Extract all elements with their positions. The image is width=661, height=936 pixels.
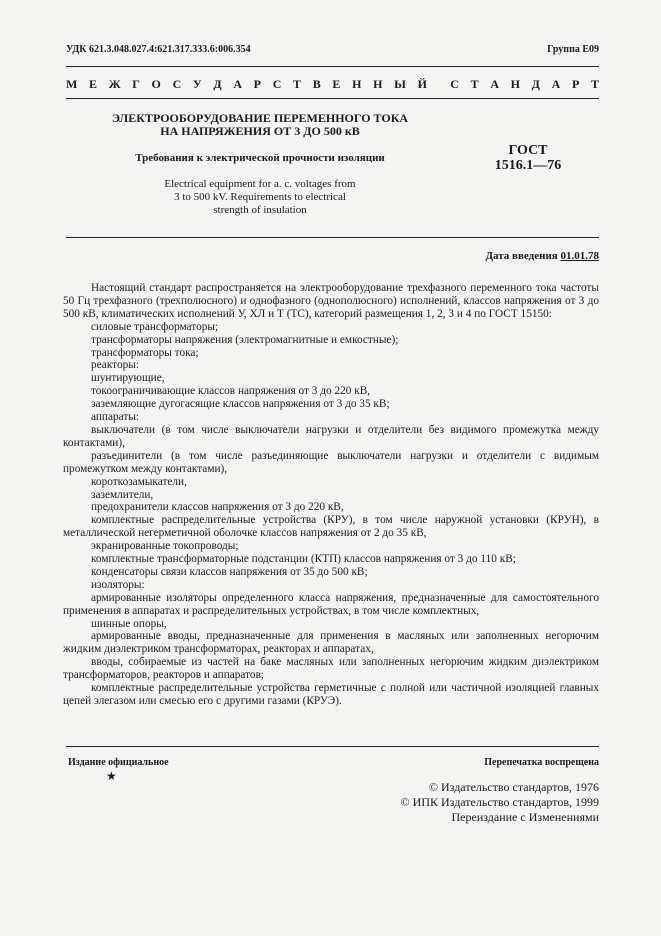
heading-letter: У (192, 77, 202, 91)
list-item: шинные опоры, (91, 617, 167, 630)
heading-letter: Ж (108, 77, 121, 91)
heading-letter: Т (293, 77, 302, 91)
heading-letter: Т (590, 77, 599, 91)
list-item: изоляторы: (91, 578, 145, 591)
group-code: Группа Е09 (547, 44, 599, 55)
copyright-line: © ИПК Издательство стандартов, 1999 (400, 795, 599, 809)
english-title-line: Electrical equipment for a. c. voltages from (164, 178, 356, 190)
list-item: армированные изоляторы определенного класса напряжения, предназначенные для самостоятельного применения в аппаратах и распределительных устройствах, в том числе комплектных, (63, 591, 599, 617)
list-item: вводы, собираемые из частей на баке масляных или заполненных негорючим жидким диэлектриком трансформаторов, реакторов и аппаратов; (63, 656, 599, 682)
footer-rule (66, 746, 599, 747)
heading-letter: Р (571, 77, 580, 91)
heading-letter: А (490, 77, 499, 91)
heading-letter: Т (470, 77, 479, 91)
introduction-date (485, 250, 599, 262)
gost-number (488, 143, 568, 173)
list-item: комплектные распределительные устройства (КРУ), в том числе наружной установки (КРУН), в металлической негерметичной оболочке классов напряжения от 2 до 35 кВ, (63, 514, 599, 540)
heading-rule (66, 98, 599, 99)
top-rule (66, 66, 599, 67)
list-item: конденсаторы связи классов напряжения от 35 до 500 кВ; (91, 565, 368, 578)
heading-letter: В (312, 77, 321, 91)
official-edition-label: Издание официальное (68, 757, 169, 768)
english-title-line: strength of insulation (213, 204, 307, 216)
gost-code: 1516.1—76 (494, 158, 562, 173)
list-item: разъединители (в том числе разъединяющие выключатели нагрузки и отделители с видимым промежутком между контактами), (63, 449, 599, 475)
list-item: комплектные трансформаторные подстанции (КТП) классов напряжения от 3 до 110 кВ; (91, 553, 516, 566)
english-title-line: 3 to 500 kV. Requirements to electrical (174, 191, 346, 203)
heading-letter: М (66, 77, 78, 91)
heading-letter: Е (332, 77, 341, 91)
list-item: силовые трансформаторы; (91, 320, 219, 333)
heading-letter: О (151, 77, 161, 91)
star-icon: ★ (106, 769, 117, 783)
title-rule (66, 237, 599, 238)
heading-letter: Н (352, 77, 362, 91)
list-item: предохранители классов напряжения от 3 до 220 кВ, (91, 501, 344, 514)
list-item: шунтирующие, (91, 372, 165, 385)
list-item: токоограничивающие классов напряжения от 3 до 220 кВ, (91, 385, 371, 398)
list-item: экранированные токопроводы; (91, 540, 239, 553)
document-title (100, 112, 420, 138)
list-item: заземлители, (91, 488, 154, 501)
list-item: армированные вводы, предназначенные для применения в масляных или заполненных негорючим жидким диэлектриком трансформаторах, реакторах и аппаратах, (63, 630, 599, 656)
reissue-note: Переиздание с Изменениями (451, 810, 599, 824)
list-item: комплектные распределительные устройства герметичные с полной или частичной изоляцией главных цепей элегазом или смесью его с другими газами (КРУЭ). (63, 682, 599, 707)
list-item: выключатели (в том числе выключатели нагрузки и отделители без видимого промежутка между контактами), (63, 423, 599, 449)
title-line: ЭЛЕКТРООБОРУДОВАНИЕ ПЕРЕМЕННОГО ТОКА (111, 111, 409, 125)
date-label: Дата введения (485, 250, 558, 262)
english-title (140, 178, 380, 217)
copyright-line: © Издательство стандартов, 1976 (428, 780, 599, 794)
document-body (63, 282, 599, 708)
document-subtitle: Требования к электрической прочности изоляции (135, 152, 385, 164)
list-item: трансформаторы напряжения (электромагнитные и емкостные); (91, 333, 399, 346)
list-item: короткозамыкатели, (91, 475, 187, 488)
copyright-block (401, 780, 599, 825)
list-item: трансформаторы тока; (91, 346, 199, 359)
heading-letter: Е (89, 77, 98, 91)
title-line: НА НАПРЯЖЕНИЯ ОТ 3 ДО 500 кВ (160, 124, 360, 138)
heading-letter: Й (417, 77, 427, 91)
heading-letter: Р (253, 77, 262, 91)
list-item: аппараты: (91, 411, 140, 424)
heading-letter: Г (132, 77, 140, 91)
list-item: реакторы: (91, 359, 139, 372)
heading-letter: С (172, 77, 182, 91)
date-value: 01.01.78 (560, 250, 599, 262)
reprint-notice: Перепечатка воспрещена (484, 757, 599, 768)
heading-letter: С (450, 77, 459, 91)
heading-letter: Д (531, 77, 540, 91)
heading-letter: Н (373, 77, 383, 91)
heading-letter: Н (510, 77, 520, 91)
heading-letter: С (272, 77, 282, 91)
intro-paragraph: Настоящий стандарт распространяется на электрооборудование трехфазного переменного тока частоты 50 Гц трехфазного (трехполюсного) и однофазного (однополюсного) исполнений, классов напряжения от 3 до 500 кВ, климатических исполнений У, ХЛ и Т (ТС), категорий размещения 1, 2, 3 и 4 по ГОСТ 15150: (63, 282, 599, 320)
heading-letter: А (551, 77, 561, 91)
heading-letter: Ы (394, 77, 406, 91)
standard-type-heading (66, 77, 599, 92)
heading-letter: Д (213, 77, 222, 91)
heading-letter: А (233, 77, 242, 91)
gost-label: ГОСТ (508, 143, 548, 158)
list-item: заземляющие дугогасящие классов напряжения от 3 до 35 кВ; (91, 398, 390, 411)
udk-code: УДК 621.3.048.027.4:621.317.333.6:006.354 (66, 44, 251, 55)
